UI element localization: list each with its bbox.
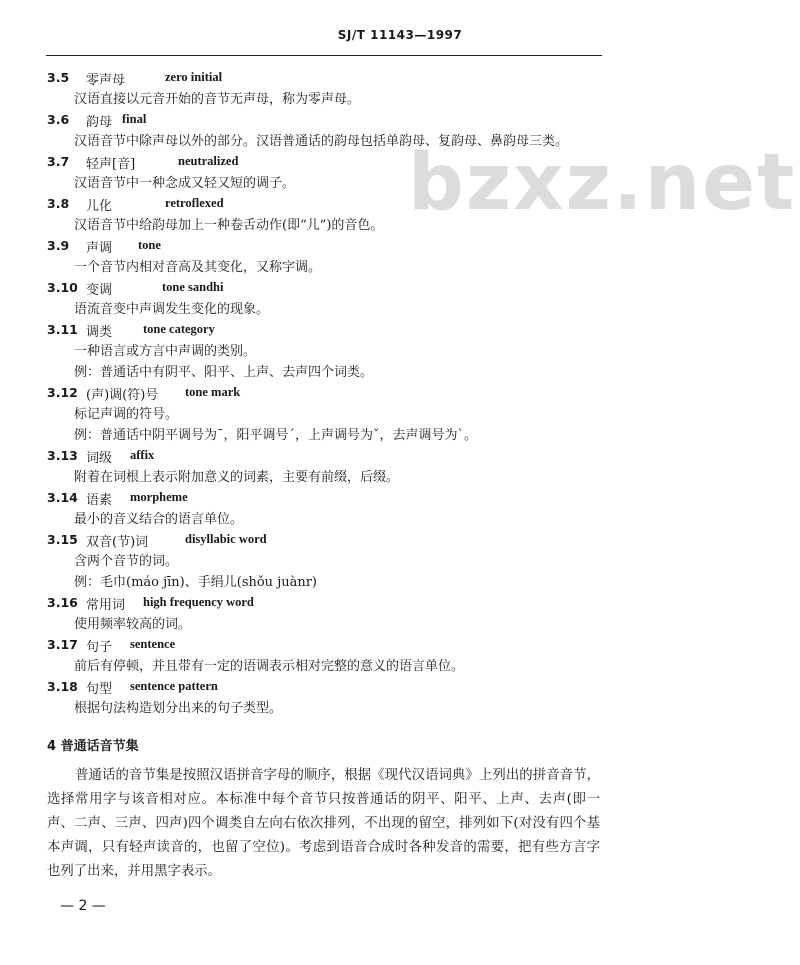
term-number: 3.5: [47, 70, 70, 85]
term-definition: 附着在词根上表示附加意义的词素，主要有前缀，后缀。: [74, 470, 400, 485]
term-definition: 汉语直接以元音开始的音节无声母，称为零声母。: [74, 92, 361, 107]
watermark: bzxz.net: [408, 138, 797, 228]
term-number: 3.14: [47, 490, 78, 505]
term-entry: [0, 320, 800, 341]
term-entry: [0, 278, 800, 299]
term-english: tone sandhi: [162, 280, 224, 294]
term-chinese: (声)调(符)号: [86, 388, 159, 403]
term-number: 3.15: [47, 532, 78, 547]
term-english: retroflexed: [165, 196, 224, 210]
term-english: sentence: [130, 637, 176, 651]
term-entry: [0, 530, 800, 551]
term-entry: [0, 677, 800, 698]
term-entry: [0, 635, 800, 656]
term-definition: 一个音节内相对音高及其变化，又称字调。: [74, 260, 322, 275]
term-chinese: 句子: [86, 640, 113, 655]
term-number: 3.17: [47, 637, 78, 652]
term-entry: [0, 194, 800, 215]
term-english: tone mark: [185, 385, 241, 399]
term-definition: 根据句法构造划分出来的句子类型。: [74, 701, 283, 716]
term-number: 3.10: [47, 280, 78, 295]
term-number: 3.13: [47, 448, 78, 463]
term-definition: 标记声调的符号。: [74, 407, 179, 422]
term-english: high frequency word: [143, 595, 254, 609]
term-chinese: 句型: [86, 682, 113, 697]
page-number: — 2 —: [60, 898, 106, 914]
header-rule: [46, 55, 602, 56]
section-4-title: 4 普通话音节集: [47, 739, 139, 754]
term-english: disyllabic word: [185, 532, 267, 546]
section-4-paragraph-text: 普通话的音节集是按照汉语拼音字母的顺序，根据《现代汉语词典》上列出的拼音音节，选择常用字与该音相对应。本标准中每个音节只按普通话的阴平、阳平、上声、去声(即一声、二声、三声、四声)四个调类自左向右依次排列，不出现的留空，排列如下(对没有四个基本声调，只有轻声读音的，也留了空位)。考虑到语音合成时各种发音的需要，把有些方言字也列了出来，并用黑字表示。: [47, 768, 600, 879]
term-definition: 例：普通话中有阴平、阳平、上声、去声四个词类。: [74, 365, 374, 380]
term-chinese: 韵母: [86, 115, 113, 130]
term-english: affix: [130, 448, 155, 462]
term-entry: [0, 152, 800, 173]
term-chinese: 语素: [86, 493, 113, 508]
term-chinese: 儿化: [86, 199, 113, 214]
term-definition: 例：毛巾(máo jīn)、手绢儿(shǒu juànr): [74, 575, 318, 590]
term-number: 3.16: [47, 595, 78, 610]
term-number: 3.9: [47, 238, 70, 253]
term-english: neutralized: [178, 154, 239, 168]
term-chinese: 零声母: [86, 73, 126, 88]
term-chinese: 常用词: [86, 598, 126, 613]
term-entry: [0, 383, 800, 404]
term-definition: 含两个音节的词。: [74, 554, 179, 569]
standard-number-header: SJ/T 11143—1997: [337, 28, 463, 42]
term-english: tone category: [143, 322, 215, 336]
term-definition: 最小的音义结合的语言单位。: [74, 512, 244, 527]
term-english: morpheme: [130, 490, 188, 504]
term-chinese: 调类: [86, 325, 113, 340]
term-entry: [0, 110, 800, 131]
term-chinese: 词级: [86, 451, 113, 466]
term-definition: 汉语音节中一种念成又轻又短的调子。: [74, 176, 296, 191]
term-definition: 汉语音节中除声母以外的部分。汉语普通话的韵母包括单韵母、复韵母、鼻韵母三类。: [74, 134, 569, 149]
term-definition: 使用频率较高的词。: [74, 617, 192, 632]
term-definition: 例：普通话中阴平调号为ˉ，阳平调号ˊ，上声调号为ˇ，去声调号为ˋ。: [74, 428, 478, 443]
term-chinese: 轻声[音]: [86, 157, 136, 172]
section-4-paragraph: [47, 764, 600, 884]
term-chinese: 双音(节)词: [86, 535, 149, 550]
terms-list: [0, 68, 800, 719]
term-definition: 一种语言或方言中声调的类别。: [74, 344, 257, 359]
term-entry: [0, 236, 800, 257]
term-number: 3.8: [47, 196, 70, 211]
term-english: sentence pattern: [130, 679, 218, 693]
term-number: 3.11: [47, 322, 78, 337]
term-number: 3.7: [47, 154, 70, 169]
term-definition: 语流音变中声调发生变化的现象。: [74, 302, 270, 317]
term-chinese: 变调: [86, 283, 113, 298]
term-english: final: [122, 112, 147, 126]
term-entry: [0, 68, 800, 89]
term-definition: 汉语音节中给韵母加上一种卷舌动作(即“儿”)的音色。: [74, 218, 384, 233]
term-number: 3.6: [47, 112, 70, 127]
term-chinese: 声调: [86, 241, 113, 256]
term-entry: [0, 446, 800, 467]
term-english: tone: [138, 238, 161, 252]
term-number: 3.12: [47, 385, 78, 400]
term-number: 3.18: [47, 679, 78, 694]
term-entry: [0, 593, 800, 614]
term-definition: 前后有停顿，并且带有一定的语调表示相对完整的意义的语言单位。: [74, 659, 465, 674]
term-entry: [0, 488, 800, 509]
term-english: zero initial: [165, 70, 223, 84]
